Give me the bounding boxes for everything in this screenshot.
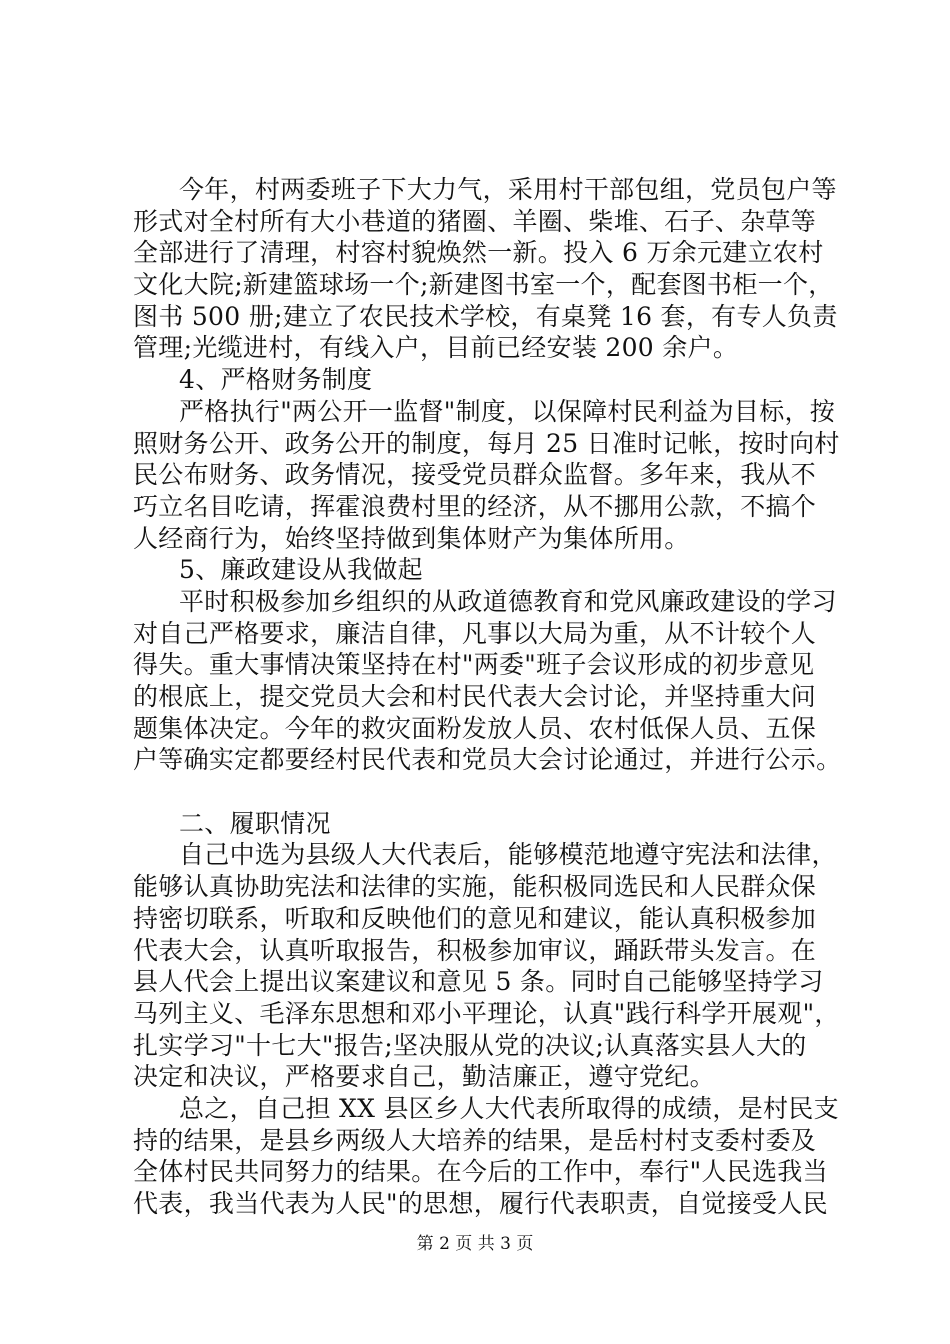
paragraph-finance [133, 396, 840, 554]
paragraph-spacer [133, 776, 833, 808]
text-line: 人经商行为，始终坚持做到集体财产为集体所用。 [133, 523, 690, 553]
text-line: 照财务公开、政务公开的制度，每月 25 日准时记帐，按时向村 [133, 428, 840, 458]
text-line: 平时积极参加乡组织的从政道德教育和党风廉政建设的学习 [179, 586, 837, 616]
text-line: 图书 500 册;建立了农民技术学校，有桌凳 16 套，有专人负责 [133, 301, 838, 331]
page-footer [0, 1233, 950, 1255]
text-line: 形式对全村所有大小巷道的猪圈、羊圈、柴堆、石子、杂草等 [133, 206, 817, 236]
text-line: 民公布财务、政务情况，接受党员群众监督。多年来，我从不 [133, 460, 817, 490]
section-heading-integrity: 5、廉政建设从我做起 [179, 555, 423, 585]
text-line: 对自己严格要求，廉洁自律，凡事以大局为重，从不计较个人 [133, 618, 817, 648]
document-body [133, 174, 842, 1220]
text-line: 持密切联系，听取和反映他们的意见和建议，能认真积极参加 [133, 903, 817, 933]
paragraph-summary [133, 1093, 839, 1220]
text-line: 自己中选为县级人大代表后，能够模范地遵守宪法和法律， [179, 840, 837, 870]
text-line: 严格执行"两公开一监督"制度，以保障村民利益为目标，按 [179, 396, 836, 426]
text-line: 管理;光缆进村，有线入户，目前已经安装 200 余户。 [133, 333, 739, 363]
text-line: 代表大会，认真听取报告，积极参加审议，踊跃带头发言。在 [133, 935, 817, 965]
paragraph-duties [133, 839, 840, 1093]
section-heading-duties: 二、履职情况 [179, 808, 331, 838]
text-line: 的根底上，提交党员大会和村民代表大会讨论，并坚持重大问 [133, 682, 817, 711]
text-line: 总之，自己担 XX 县区乡人大代表所取得的成绩，是村民支 [179, 1093, 839, 1123]
text-line: 马列主义、毛泽东思想和邓小平理论，认真"践行科学开展观"， [133, 998, 840, 1028]
text-line: 代表，我当代表为人民"的思想，履行代表职责，自觉接受人民 [133, 1189, 828, 1218]
text-line: 巧立名目吃请，挥霍浪费村里的经济，从不挪用公款，不搞个 [133, 491, 817, 521]
text-line: 今年，村两委班子下大力气，采用村干部包组，党员包户等 [179, 175, 837, 204]
text-line: 决定和决议，严格要求自己，勤洁廉正，遵守党纪。 [133, 1062, 715, 1092]
text-line: 户等确实定都要经村民代表和党员大会讨论通过，并进行公示。 [133, 745, 842, 775]
page-number-label: 第 2 页 共 3 页 [416, 1234, 534, 1254]
text-line: 县人代会上提出议案建议和意见 5 条。同时自己能够坚持学习 [133, 967, 824, 997]
text-line: 文化大院;新建篮球场一个;新建图书室一个，配套图书柜一个， [133, 270, 834, 300]
text-line: 持的结果，是县乡两级人大培养的结果，是岳村村支委村委及 [133, 1125, 817, 1155]
text-line: 能够认真协助宪法和法律的实施，能积极同选民和人民群众保 [133, 872, 817, 902]
text-line: 题集体决定。今年的救灾面粉发放人员、农村低保人员、五保 [133, 713, 817, 743]
text-line: 全部进行了清理，村容村貌焕然一新。投入 6 万余元建立农村 [133, 238, 824, 268]
text-line: 扎实学习"十七大"报告;坚决服从党的决议;认真落实县人大的 [133, 1030, 807, 1060]
text-line: 全体村民共同努力的结果。在今后的工作中，奉行"人民选我当 [133, 1157, 828, 1187]
paragraph-village-improvement [133, 174, 838, 364]
paragraph-integrity [133, 586, 842, 776]
text-line: 得失。重大事情决策坚持在村"两委"班子会议形成的初步意见 [133, 650, 815, 680]
section-heading-finance: 4、严格财务制度 [179, 365, 373, 395]
